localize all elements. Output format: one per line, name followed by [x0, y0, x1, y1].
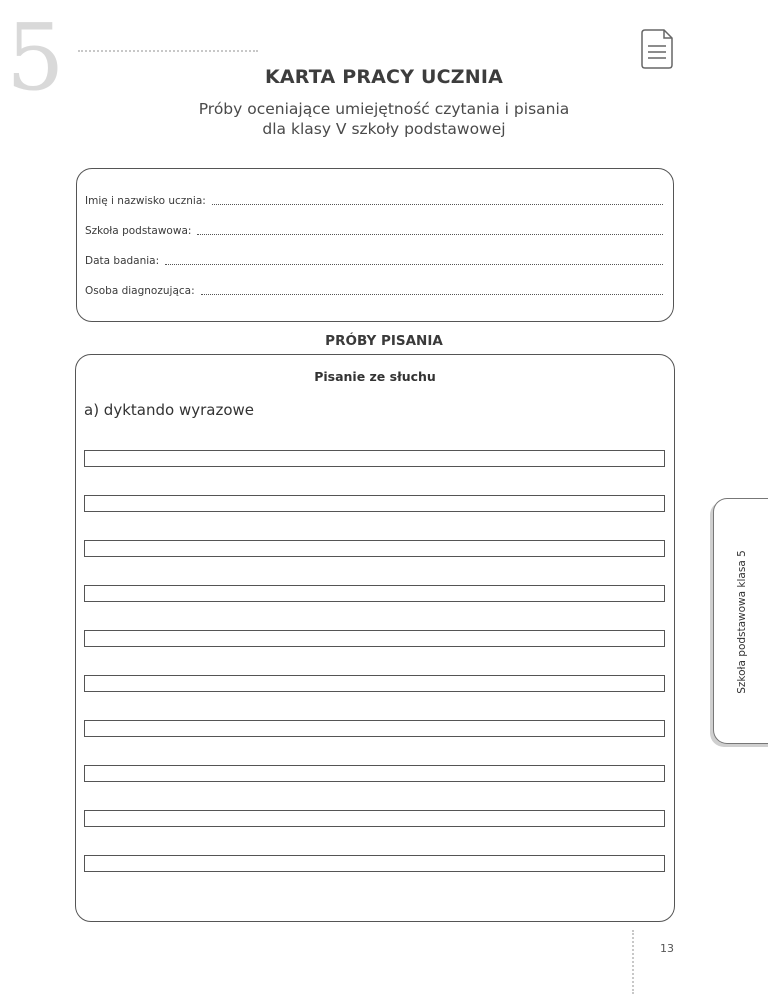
answer-line-7[interactable] [84, 720, 665, 737]
answer-line-6[interactable] [84, 675, 665, 692]
subtitle-line-1: Próby oceniające umiejętność czytania i pisania [198, 100, 570, 118]
section-heading: PRÓBY PISANIA [325, 333, 443, 349]
side-tab-label: Szkoła podstawowa klasa 5 [736, 550, 748, 694]
answer-line-1[interactable] [84, 450, 665, 467]
field-label: Szkoła podstawowa: [85, 225, 192, 237]
dotted-answer-line [197, 224, 663, 235]
field-label: Osoba diagnozująca: [85, 285, 195, 297]
school-field[interactable] [85, 221, 663, 237]
answer-line-3[interactable] [84, 540, 665, 557]
chapter-number: 5 [6, 4, 65, 111]
student-name-field[interactable] [85, 191, 663, 207]
answer-line-2[interactable] [84, 495, 665, 512]
dotted-answer-line [165, 254, 663, 265]
student-info-box [76, 168, 674, 322]
answer-line-9[interactable] [84, 810, 665, 827]
answer-line-4[interactable] [84, 585, 665, 602]
side-tab [713, 498, 768, 744]
header-dotted-rule [78, 50, 258, 52]
writing-test-box [75, 354, 675, 922]
page-title: KARTA PRACY UCZNIA [264, 66, 503, 88]
test-date-field[interactable] [85, 251, 663, 267]
dotted-answer-line [212, 194, 663, 205]
field-label: Data badania: [85, 255, 160, 267]
footer-dotted-rule [632, 930, 634, 994]
answer-line-8[interactable] [84, 765, 665, 782]
examiner-field[interactable] [85, 281, 663, 297]
page-number: 13 [660, 942, 674, 955]
answer-line-10[interactable] [84, 855, 665, 872]
page-subtitle [0, 99, 768, 139]
box-heading: Pisanie ze słuchu [314, 369, 436, 384]
document-icon [640, 28, 674, 70]
subtitle-line-2: dla klasy V szkoły podstawowej [262, 120, 506, 138]
task-label: a) dyktando wyrazowe [84, 401, 254, 419]
answer-line-5[interactable] [84, 630, 665, 647]
field-label: Imię i nazwisko ucznia: [85, 195, 206, 207]
dotted-answer-line [201, 284, 663, 295]
